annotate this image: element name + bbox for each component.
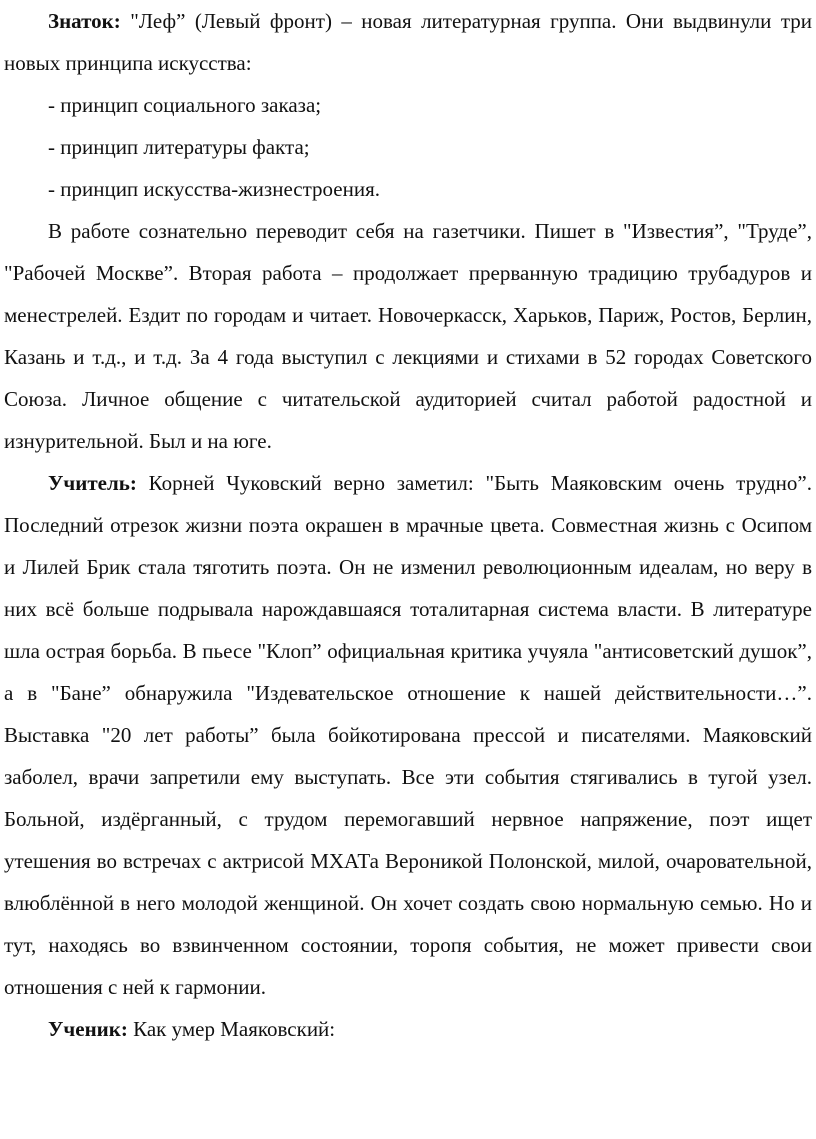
list-item-text: - принцип искусства-жизнестроения. <box>48 177 381 201</box>
list-item-social-order <box>4 84 812 126</box>
paragraph-text: Как умер Маяковский: <box>127 1017 336 1041</box>
document-page <box>4 0 812 1050</box>
paragraph-uchenik <box>4 1008 812 1050</box>
speaker-label: Ученик: <box>48 1017 128 1041</box>
list-item-text: - принцип социального заказа; <box>48 93 322 117</box>
paragraph-znatok <box>4 0 812 84</box>
paragraph-uchitel <box>4 462 812 1008</box>
list-item-text: - принцип литературы факта; <box>48 135 310 159</box>
list-item-life-building <box>4 168 812 210</box>
speaker-label: Знаток: <box>48 9 121 33</box>
speaker-label: Учитель: <box>48 471 137 495</box>
paragraph-text: "Леф” (Левый фронт) – новая литературная группа. Они выдвинули три новых принципа искусства: <box>4 9 812 75</box>
paragraph-text: Корней Чуковский верно заметил: "Быть Маяковским очень трудно”. Последний отрезок жизни поэта окрашен в мрачные цвета. Совместная жизнь с Осипом и Лилей Брик стала тяготить поэта. Он не изменил революционным идеалам, но веру в них всё больше подрывала нарождавшаяся тоталитарная система власти. В литературе шла острая борьба. В пьесе "Клоп” официальная критика учуяла "антисоветский душок”, а в "Бане” обнаружила "Издевательское отношение к нашей действительности…”. Выставка "20 лет работы” была бойкотирована прессой и писателями. Маяковский заболел, врачи запретили ему выступать. Все эти события стягивались в тугой узел. Больной, издёрганный, с трудом перемогавший нервное напряжение, поэт ищет утешения во встречах с актрисой МХАТа Вероникой Полонской, милой, очаровательной, влюблённой в него молодой женщиной. Он хочет создать свою нормальную семью. Но и тут, находясь во взвинченном состоянии, торопя события, не может привести свои отношения с ней к гармонии. <box>4 471 812 999</box>
list-item-literature-of-fact <box>4 126 812 168</box>
paragraph-text: В работе сознательно переводит себя на газетчики. Пишет в "Известия”, "Труде”, "Рабочей Москве”. Вторая работа – продолжает прерванную традицию трубадуров и менестрелей. Ездит по городам и читает. Новочеркасск, Харьков, Париж, Ростов, Берлин, Казань и т.д., и т.д. За 4 года выступил с лекциями и стихами в 52 городах Советского Союза. Личное общение с читательской аудиторией считал работой радостной и изнурительной. Был и на юге. <box>4 219 812 453</box>
paragraph-newspaper-work <box>4 210 812 462</box>
